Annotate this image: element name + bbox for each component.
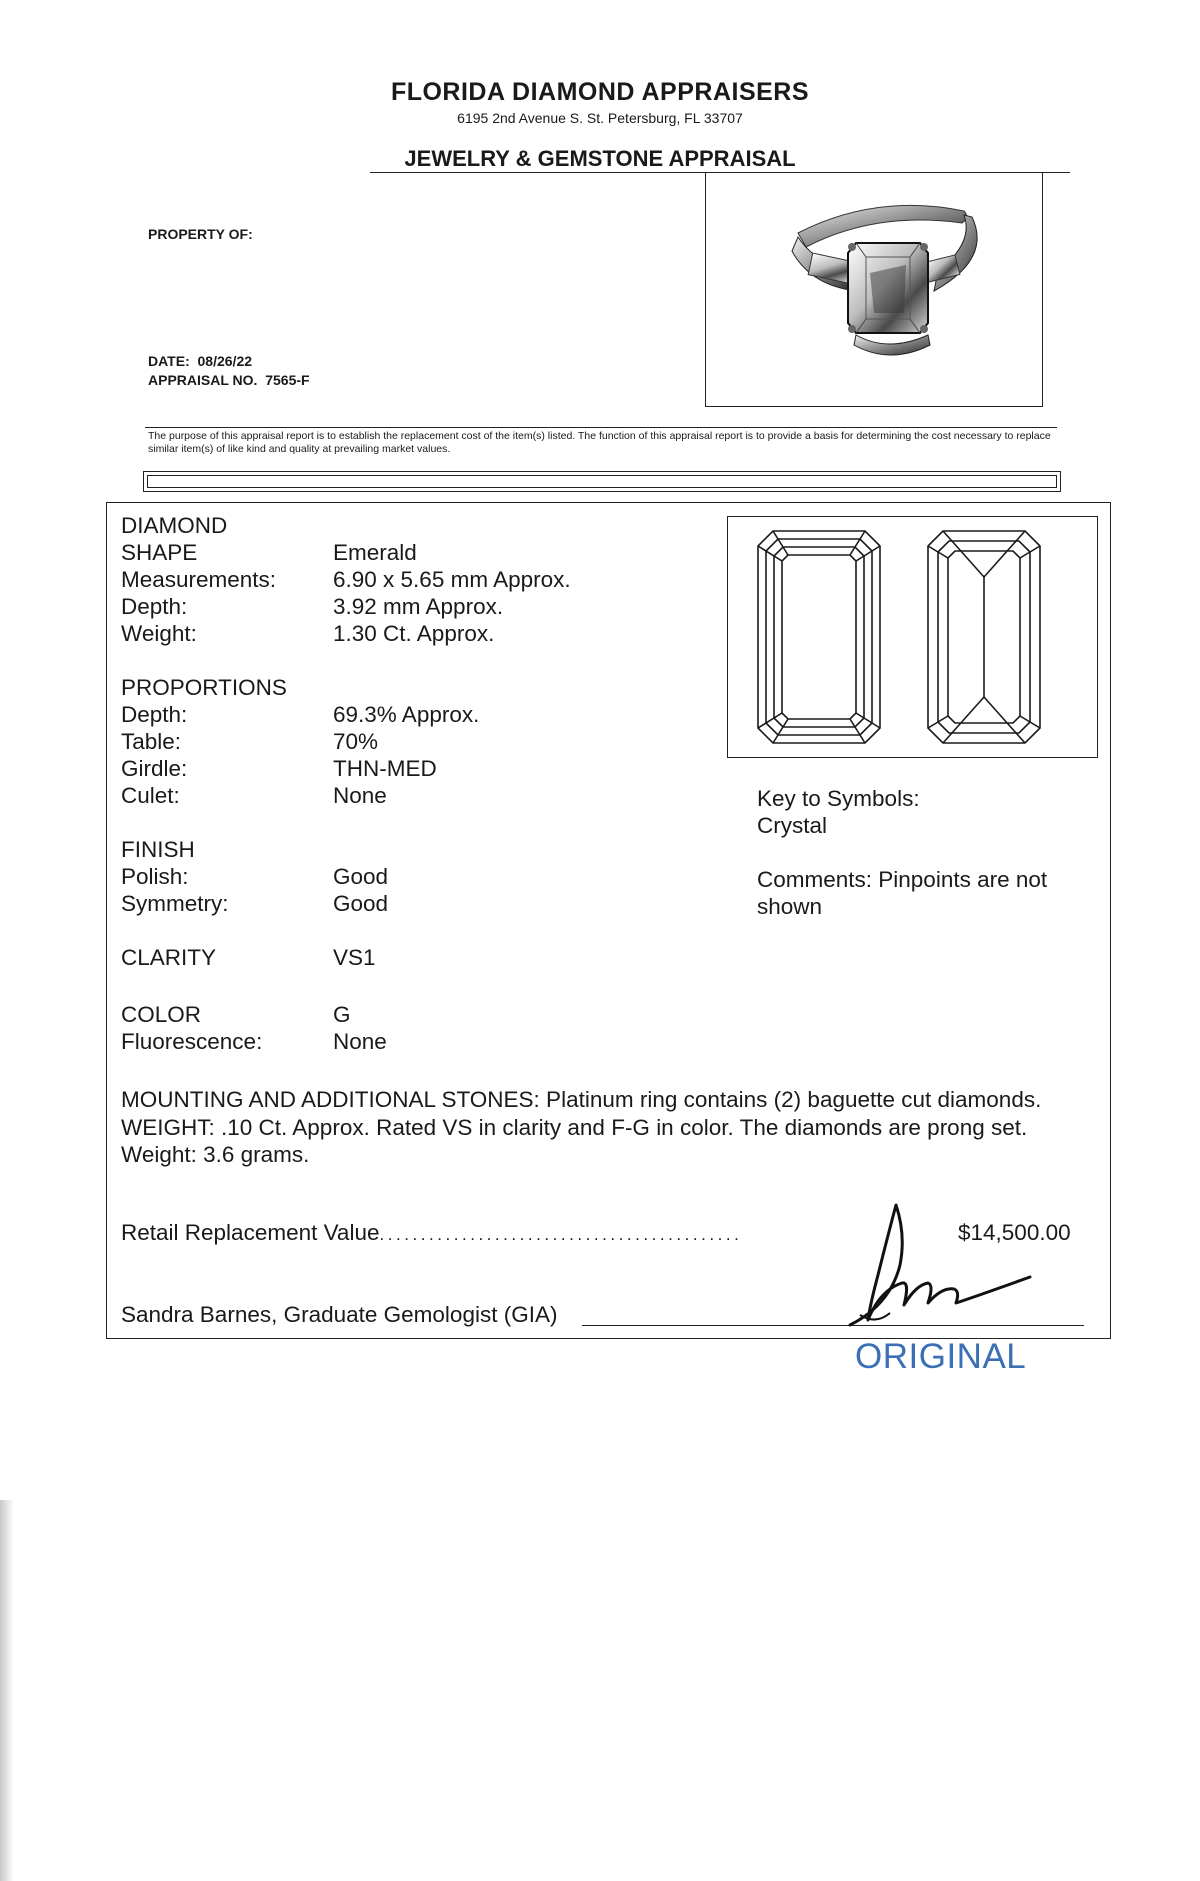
clarity-value: VS1 (333, 945, 376, 970)
date-label: DATE: (148, 353, 190, 369)
clarity-label: CLARITY (121, 945, 217, 970)
valuation-leader-dots: . . . . . . . . . . . . . . . . . . . . . . . . . . . . . . . . . . . . . . . . . . . . (379, 1225, 739, 1244)
fluorescence-label: Fluorescence: (121, 1029, 263, 1054)
diamond-row-label: Weight: (121, 621, 197, 646)
valuation-amount: $14,500.00 (958, 1220, 1071, 1245)
retail-replacement-value-line (121, 1219, 738, 1248)
company-address: 6195 2nd Avenue S. St. Petersburg, FL 33707 (457, 110, 743, 126)
handwritten-signature (830, 1195, 1050, 1335)
purpose-statement: The purpose of this appraisal report is to establish the replacement cost of the item(s) listed. The function of this appraisal report is to provide a basis for determining the cost necessary to replace similar item(s) of like kind and quality at prevailing market values. (148, 430, 1051, 455)
emerald-cut-ring-photo (706, 173, 1042, 406)
proportions-row-value: THN-MED (333, 756, 437, 781)
color-value: G (333, 1002, 351, 1027)
ring-photo-frame (705, 172, 1043, 407)
color-label: COLOR (121, 1002, 202, 1027)
proportions-row-label: Girdle: (121, 756, 188, 781)
proportions-heading: PROPORTIONS (121, 675, 287, 700)
diamond-row-label: SHAPE (121, 540, 198, 565)
proportions-row-value: 70% (333, 729, 379, 754)
emerald-facet-diagram-icon (728, 517, 1096, 756)
diamond-row-value: 1.30 Ct. Approx. (333, 621, 495, 646)
finish-row-value: Good (333, 891, 389, 916)
diamond-row-value: 3.92 mm Approx. (333, 594, 504, 619)
mounting-description (121, 1086, 1106, 1169)
comments-line: shown (757, 894, 823, 919)
document-title: JEWELRY & GEMSTONE APPRAISAL (404, 146, 796, 171)
mounting-line: WEIGHT: .10 Ct. Approx. Rated VS in clarity and F-G in color. The diamonds are prong set. (121, 1114, 1028, 1140)
comments-line: Comments: Pinpoints are not (757, 867, 1048, 892)
valuation-label: Retail Replacement Value (121, 1220, 380, 1245)
finish-row-label: Polish: (121, 864, 189, 889)
appraisal-value: 7565-F (265, 372, 310, 388)
diamond-row-value: 6.90 x 5.65 mm Approx. (333, 567, 571, 592)
emerald-cut-diagram (727, 516, 1098, 758)
finish-heading: FINISH (121, 837, 195, 862)
date-line (148, 353, 252, 369)
finish-row-label: Symmetry: (121, 891, 229, 916)
diamond-row-label: Measurements: (121, 567, 277, 592)
diamond-row-label: Depth: (121, 594, 188, 619)
proportions-row-value: None (333, 783, 387, 808)
appraiser-name: Sandra Barnes, Graduate Gemologist (GIA) (121, 1302, 558, 1327)
company-name: FLORIDA DIAMOND APPRAISERS (390, 78, 810, 106)
purpose-rule (145, 427, 1057, 428)
fluorescence-value: None (333, 1029, 387, 1054)
proportions-row-label: Table: (121, 729, 182, 754)
appraisal-label: APPRAISAL NO. (148, 372, 258, 388)
decorative-band (143, 471, 1061, 492)
property-label: PROPERTY OF: (148, 226, 253, 242)
original-stamp: ORIGINAL (855, 1337, 1027, 1376)
appraisal-number-line (148, 372, 310, 388)
scan-edge-shadow (0, 1500, 14, 1881)
date-value: 08/26/22 (197, 353, 253, 369)
mounting-line: MOUNTING AND ADDITIONAL STONES: Platinum ring contains (2) baguette cut diamonds. (121, 1087, 1042, 1112)
proportions-row-label: Culet: (121, 783, 180, 808)
mounting-line: Weight: 3.6 grams. (121, 1142, 310, 1167)
diamond-row-value: Emerald (333, 540, 417, 565)
proportions-row-label: Depth: (121, 702, 188, 727)
key-symbol-item: Crystal (757, 813, 828, 838)
diamond-heading: DIAMOND (121, 513, 228, 538)
proportions-row-value: 69.3% Approx. (333, 702, 480, 727)
finish-row-value: Good (333, 864, 389, 889)
key-to-symbols-title: Key to Symbols: (757, 786, 920, 811)
